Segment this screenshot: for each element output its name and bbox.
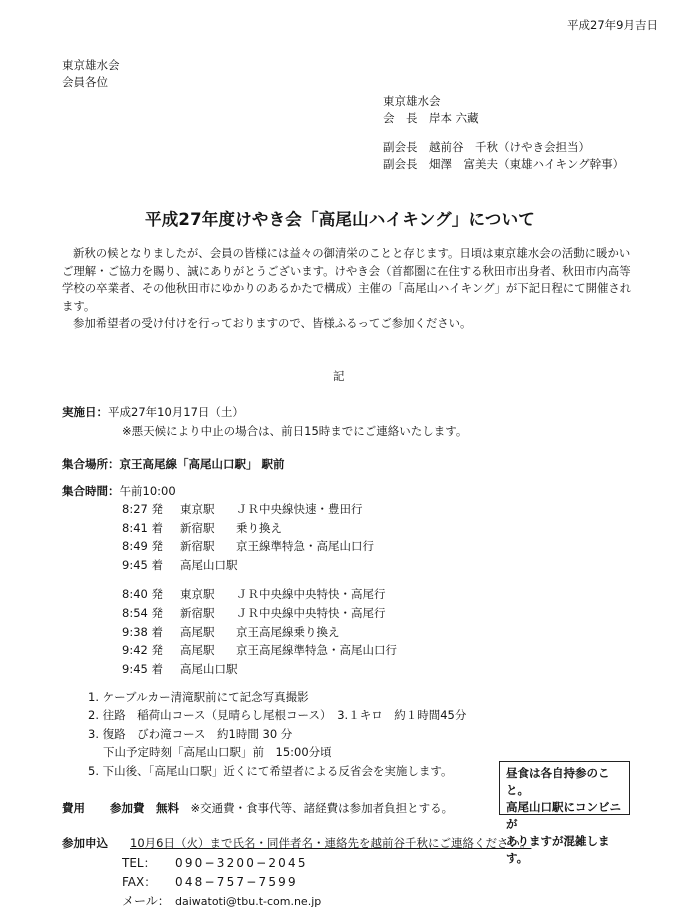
schedule-time: 8:40 発 [122, 587, 163, 602]
schedule-station: 高尾駅 [180, 643, 215, 658]
contact-key: メール： [122, 894, 170, 908]
schedule-row [122, 537, 397, 556]
schedule-station: 高尾駅 [180, 624, 215, 639]
meeting-place-label: 集合場所： [62, 457, 120, 471]
contact-tel [122, 854, 321, 873]
schedule-time: 9:38 着 [122, 624, 163, 639]
contact-value: daiwatoti@tbu.t-com.ne.jp [175, 895, 322, 908]
meeting-place-row [62, 456, 285, 472]
schedule-row [122, 660, 397, 679]
document-title: 平成27年度けやき会「高尾山ハイキング」について [145, 210, 535, 229]
fee-note: ※交通費・食事代等、諸経費は参加者負担とする。 [190, 801, 454, 815]
event-date-row [62, 404, 244, 420]
sender-president: 会 長 岸本 六藏 [383, 111, 479, 125]
schedule-time: 8:27 発 [122, 502, 163, 516]
schedule-time: 8:54 発 [122, 605, 163, 620]
schedule-row [122, 623, 397, 642]
schedule-route: 乗り換え [236, 520, 282, 535]
apply-text: 10月6日（火）まで氏名・同伴者名・連絡先を越前谷千秋にご連絡ください。 [130, 836, 532, 850]
lunch-note-line: 昼食は各自持参のこと。 [506, 766, 610, 797]
schedule-row [122, 519, 397, 538]
lunch-note-line: 高尾山口駅にコンビニが [506, 800, 621, 831]
fee-label: 費用 [62, 801, 85, 815]
schedule-time: 9:42 発 [122, 643, 163, 658]
schedule-time: 9:45 着 [122, 661, 163, 676]
body-paragraph: 参加希望者の受け付けを行っておりますので、皆様ふるってご参加ください。 [73, 316, 472, 330]
apply-row [62, 835, 531, 851]
fee-name: 参加費 [110, 801, 145, 815]
apply-label: 参加申込 [62, 836, 108, 850]
issue-date: 平成27年9月吉日 [567, 18, 658, 32]
event-date-label: 実施日： [62, 405, 108, 419]
meeting-time-row [62, 483, 176, 499]
lunch-note-box [499, 761, 630, 865]
ki-heading: 記 [333, 369, 345, 383]
recipient-block [62, 57, 120, 91]
meeting-time-value: 午前10:00 [119, 484, 176, 498]
meeting-time-label: 集合時間： [62, 484, 120, 498]
schedule-time: 8:49 発 [122, 539, 163, 554]
event-date-note: ※悪天候により中止の場合は、前日15時までにご連絡いたします。 [122, 424, 468, 438]
schedule-route: ＪＲ中央線中央特快・高尾行 [236, 587, 386, 602]
contact-list [122, 854, 321, 911]
sender-org: 東京雄水会 [383, 94, 441, 108]
schedule-time: 8:41 着 [122, 520, 163, 535]
schedule-station: 東京駅 [180, 587, 215, 602]
contact-key: TEL： [122, 856, 156, 870]
itinerary-item: 2. 往路 稲荷山コース（見晴らし尾根コース） 3.１キロ 約１時間45分 [88, 708, 467, 723]
meeting-place-value: 京王高尾線「高尾山口駅」 駅前 [119, 457, 285, 471]
lunch-note-line: ありますが混雑します。 [506, 834, 610, 865]
body-text [62, 245, 640, 333]
itinerary-item: 3. 復路 びわ滝コース 約1時間 30 分 [88, 726, 293, 741]
itinerary-item-sub: 下山予定時刻「高尾山口駅」前 15:00分頃 [103, 745, 332, 760]
schedule-station: 新宿駅 [180, 539, 215, 554]
contact-mail [122, 892, 321, 911]
sender-vice-president-1: 副会長 越前谷 千秋（けやき会担当） [383, 140, 590, 154]
itinerary-item: 5. 下山後、「高尾山口駅」近くにて希望者による反省会を実施します。 [88, 763, 453, 778]
schedule-row [122, 604, 397, 623]
schedule-station: 高尾山口駅 [180, 557, 238, 572]
recipient-org: 東京雄水会 [62, 58, 120, 72]
schedule-station: 高尾山口駅 [180, 661, 238, 676]
contact-value: 090−3200−2045 [175, 856, 308, 870]
schedule-row [122, 556, 397, 575]
schedule-route: ＪＲ中央線快速・豊田行 [236, 502, 363, 516]
schedule-station: 東京駅 [180, 502, 215, 516]
schedule-route: ＪＲ中央線中央特快・高尾行 [236, 605, 386, 620]
fee-value: 無料 [156, 801, 179, 815]
schedule-station: 新宿駅 [180, 605, 215, 620]
schedule-route: 京王高尾線準特急・高尾山口行 [236, 643, 397, 658]
schedule-route: 京王線準特急・高尾山口行 [236, 539, 374, 554]
schedule-station: 新宿駅 [180, 520, 215, 535]
contact-value: 048−757−7599 [175, 875, 298, 889]
recipient-members: 会員各位 [62, 75, 108, 89]
contact-key: FAX： [122, 875, 157, 889]
schedule-row [122, 585, 397, 604]
itinerary-list [88, 688, 466, 780]
train-schedule [122, 500, 397, 678]
schedule-row [122, 500, 397, 519]
sender-block [383, 93, 624, 173]
schedule-row [122, 641, 397, 660]
sender-vice-president-2: 副会長 畑澤 富美夫（東雄ハイキング幹事） [383, 157, 625, 171]
fee-row [62, 800, 453, 816]
schedule-time: 9:45 着 [122, 557, 163, 572]
schedule-route: 京王高尾線乗り換え [236, 624, 340, 639]
contact-fax [122, 873, 321, 892]
body-paragraph: 新秋の候となりましたが、会員の皆様には益々の御清栄のことと存じます。日頃は東京雄水会の活動に暖かいご理解・ご協力を賜り、誠にありがとうございます。けやき会（首都圏に在住する秋田市出身者、秋田市内高等学校の卒業者、その他秋田市にゆかりのあるかたで構成）主催の「高尾山ハイキング」が下記日程にて開催されます。 [62, 246, 632, 313]
event-date-value: 平成27年10月17日（土） [108, 405, 244, 419]
itinerary-item: 1. ケーブルカー清滝駅前にて記念写真撮影 [88, 690, 309, 704]
